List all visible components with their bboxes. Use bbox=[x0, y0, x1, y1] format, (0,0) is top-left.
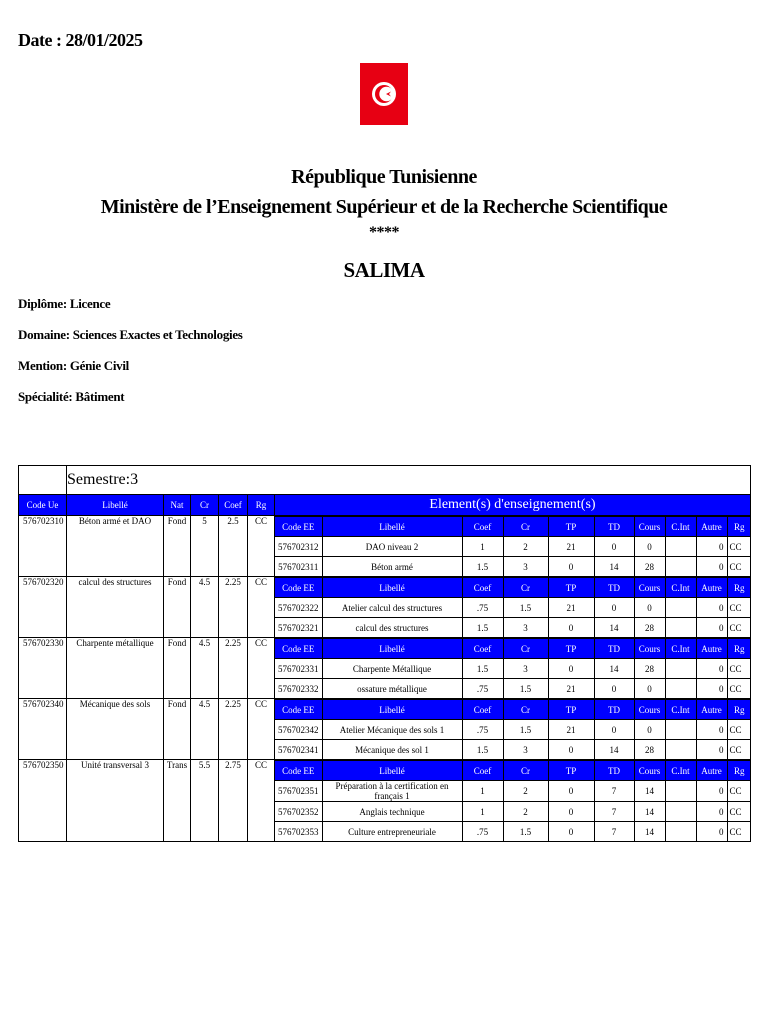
ee-label-cell: Atelier calcul des structures bbox=[322, 598, 462, 618]
ue-header-cr: Cr bbox=[191, 495, 219, 516]
ee-cr-cell: 3 bbox=[503, 618, 548, 638]
ee-code-cell: 576702351 bbox=[275, 781, 322, 802]
ue-code-cell: 576702330 bbox=[19, 638, 67, 699]
ue-code-cell: 576702340 bbox=[19, 699, 67, 760]
ee-label-cell: Charpente Métallique bbox=[322, 659, 462, 679]
elements-cell bbox=[275, 516, 751, 577]
domaine-line: Domaine: Sciences Exactes et Technologies bbox=[18, 327, 243, 342]
semester-table bbox=[18, 465, 751, 842]
ee-header-cell: Coef bbox=[462, 578, 503, 598]
ee-row bbox=[275, 822, 751, 842]
ee-header-cell: C.Int bbox=[665, 639, 696, 659]
ee-label-cell: Mécanique des sol 1 bbox=[322, 740, 462, 760]
ue-rg-cell: CC bbox=[248, 638, 275, 699]
ee-label-cell: Préparation à la certification en français 1 bbox=[322, 781, 462, 802]
ee-cr-cell: 3 bbox=[503, 659, 548, 679]
ue-row bbox=[19, 699, 751, 760]
elements-cell bbox=[275, 699, 751, 760]
ee-code-cell: 576702353 bbox=[275, 822, 322, 842]
document-date: Date : 28/01/2025 bbox=[18, 30, 143, 50]
ee-autre-cell: 0 bbox=[696, 720, 727, 740]
ee-label-cell: Béton armé bbox=[322, 557, 462, 577]
ue-label-cell: Unité transversal 3 bbox=[67, 760, 164, 842]
ee-td-cell: 14 bbox=[594, 618, 634, 638]
ee-coef-cell: 1.5 bbox=[462, 740, 503, 760]
ee-header-cell: TD bbox=[594, 761, 634, 781]
ee-code-cell: 576702352 bbox=[275, 802, 322, 822]
ee-row bbox=[275, 618, 751, 638]
ue-cr-cell: 4.5 bbox=[191, 638, 219, 699]
ee-code-cell: 576702321 bbox=[275, 618, 322, 638]
ee-cours-cell: 14 bbox=[634, 822, 665, 842]
ue-row bbox=[19, 760, 751, 842]
ee-header-row bbox=[275, 761, 751, 781]
header-separator: **** bbox=[369, 224, 399, 241]
ee-row bbox=[275, 679, 751, 699]
ee-header-cell: TP bbox=[548, 578, 594, 598]
ue-cr-cell: 4.5 bbox=[191, 577, 219, 638]
ue-header-coef: Coef bbox=[219, 495, 248, 516]
ee-header-cell: Coef bbox=[462, 761, 503, 781]
ee-cours-cell: 0 bbox=[634, 679, 665, 699]
ee-rg-cell: CC bbox=[727, 781, 751, 802]
ee-cint-cell bbox=[665, 557, 696, 577]
ee-coef-cell: .75 bbox=[462, 598, 503, 618]
ee-header-row bbox=[275, 578, 751, 598]
ee-td-cell: 14 bbox=[594, 659, 634, 679]
ee-code-cell: 576702331 bbox=[275, 659, 322, 679]
ue-nat-cell: Fond bbox=[164, 638, 191, 699]
ee-coef-cell: .75 bbox=[462, 822, 503, 842]
ue-rg-cell: CC bbox=[248, 760, 275, 842]
ee-header-cell: C.Int bbox=[665, 578, 696, 598]
ee-header-cell: Libellé bbox=[322, 761, 462, 781]
ue-code-cell: 576702350 bbox=[19, 760, 67, 842]
ee-td-cell: 7 bbox=[594, 802, 634, 822]
ee-header-cell: Autre bbox=[696, 578, 727, 598]
ue-header-code: Code Ue bbox=[19, 495, 67, 516]
elements-table bbox=[275, 638, 751, 698]
ue-label-cell: calcul des structures bbox=[67, 577, 164, 638]
ee-row bbox=[275, 802, 751, 822]
ee-cours-cell: 28 bbox=[634, 659, 665, 679]
ee-header-cell: Cours bbox=[634, 761, 665, 781]
ue-nat-cell: Trans bbox=[164, 760, 191, 842]
ee-row bbox=[275, 740, 751, 760]
ee-cr-cell: 2 bbox=[503, 802, 548, 822]
ministry-title: Ministère de l’Enseignement Supérieur et de la Recherche Scientifique bbox=[100, 196, 668, 218]
ee-header-cell: Libellé bbox=[322, 639, 462, 659]
ee-header-cell: C.Int bbox=[665, 517, 696, 537]
ee-row bbox=[275, 537, 751, 557]
ee-cint-cell bbox=[665, 618, 696, 638]
ue-cr-cell: 5.5 bbox=[191, 760, 219, 842]
ee-header-cell: TD bbox=[594, 578, 634, 598]
ee-cr-cell: 3 bbox=[503, 557, 548, 577]
ee-tp-cell: 21 bbox=[548, 537, 594, 557]
ee-cr-cell: 3 bbox=[503, 740, 548, 760]
tunisia-flag-icon bbox=[360, 63, 408, 125]
ue-header-row bbox=[19, 495, 751, 516]
ee-header-cell: Coef bbox=[462, 700, 503, 720]
ee-header-cell: Cr bbox=[503, 578, 548, 598]
ee-td-cell: 0 bbox=[594, 598, 634, 618]
ee-header-cell: Autre bbox=[696, 639, 727, 659]
ee-header-row bbox=[275, 639, 751, 659]
ee-tp-cell: 0 bbox=[548, 802, 594, 822]
ee-autre-cell: 0 bbox=[696, 781, 727, 802]
ee-rg-cell: CC bbox=[727, 557, 751, 577]
ee-rg-cell: CC bbox=[727, 679, 751, 699]
semester-blank-cell bbox=[19, 466, 67, 495]
ue-code-cell: 576702310 bbox=[19, 516, 67, 577]
ee-row bbox=[275, 598, 751, 618]
ee-coef-cell: 1.5 bbox=[462, 618, 503, 638]
ee-cours-cell: 0 bbox=[634, 537, 665, 557]
semester-label: Semestre:3 bbox=[67, 466, 751, 495]
ee-td-cell: 7 bbox=[594, 822, 634, 842]
ee-cint-cell bbox=[665, 822, 696, 842]
ee-coef-cell: 1.5 bbox=[462, 557, 503, 577]
ee-cint-cell bbox=[665, 537, 696, 557]
ee-label-cell: Anglais technique bbox=[322, 802, 462, 822]
specialite-line: Spécialité: Bâtiment bbox=[18, 389, 125, 404]
ee-row bbox=[275, 659, 751, 679]
ee-header-cell: C.Int bbox=[665, 700, 696, 720]
ee-tp-cell: 0 bbox=[548, 822, 594, 842]
ue-rg-cell: CC bbox=[248, 699, 275, 760]
ee-header-cell: Cours bbox=[634, 517, 665, 537]
ee-tp-cell: 0 bbox=[548, 659, 594, 679]
ue-rg-cell: CC bbox=[248, 577, 275, 638]
ee-cours-cell: 28 bbox=[634, 740, 665, 760]
ee-header-cell: Libellé bbox=[322, 578, 462, 598]
ee-autre-cell: 0 bbox=[696, 679, 727, 699]
ee-header-cell: TP bbox=[548, 639, 594, 659]
system-title: SALIMA bbox=[343, 258, 425, 282]
ee-cr-cell: 1.5 bbox=[503, 598, 548, 618]
ee-cint-cell bbox=[665, 802, 696, 822]
ee-header-cell: Code EE bbox=[275, 700, 322, 720]
elements-table bbox=[275, 516, 751, 576]
ee-code-cell: 576702322 bbox=[275, 598, 322, 618]
ue-row bbox=[19, 516, 751, 577]
ee-rg-cell: CC bbox=[727, 822, 751, 842]
ee-cours-cell: 28 bbox=[634, 557, 665, 577]
ee-cr-cell: 2 bbox=[503, 537, 548, 557]
ue-row bbox=[19, 577, 751, 638]
ee-header-cell: Autre bbox=[696, 761, 727, 781]
ee-label-cell: Atelier Mécanique des sols 1 bbox=[322, 720, 462, 740]
ue-nat-cell: Fond bbox=[164, 577, 191, 638]
ue-label-cell: Charpente métallique bbox=[67, 638, 164, 699]
ee-tp-cell: 21 bbox=[548, 598, 594, 618]
ee-tp-cell: 0 bbox=[548, 618, 594, 638]
ee-rg-cell: CC bbox=[727, 802, 751, 822]
ee-header-cell: Cr bbox=[503, 639, 548, 659]
ee-header-cell: Rg bbox=[727, 517, 751, 537]
elements-cell bbox=[275, 638, 751, 699]
ee-cint-cell bbox=[665, 720, 696, 740]
ee-header-cell: Libellé bbox=[322, 700, 462, 720]
ee-cint-cell bbox=[665, 781, 696, 802]
ee-header-cell: Cr bbox=[503, 700, 548, 720]
ee-label-cell: ossature métallique bbox=[322, 679, 462, 699]
ee-autre-cell: 0 bbox=[696, 557, 727, 577]
ee-coef-cell: 1 bbox=[462, 781, 503, 802]
ee-header-cell: Autre bbox=[696, 517, 727, 537]
ee-coef-cell: 1.5 bbox=[462, 659, 503, 679]
ee-code-cell: 576702311 bbox=[275, 557, 322, 577]
ue-cr-cell: 4.5 bbox=[191, 699, 219, 760]
ee-td-cell: 0 bbox=[594, 720, 634, 740]
ee-autre-cell: 0 bbox=[696, 598, 727, 618]
ee-autre-cell: 0 bbox=[696, 618, 727, 638]
ee-header-cell: Cours bbox=[634, 700, 665, 720]
ue-code-cell: 576702320 bbox=[19, 577, 67, 638]
ee-coef-cell: 1 bbox=[462, 537, 503, 557]
ee-cr-cell: 1.5 bbox=[503, 679, 548, 699]
ee-coef-cell: 1 bbox=[462, 802, 503, 822]
ue-coef-cell: 2.25 bbox=[219, 577, 248, 638]
ue-header-rg: Rg bbox=[248, 495, 275, 516]
ee-rg-cell: CC bbox=[727, 659, 751, 679]
ee-header-cell: Rg bbox=[727, 578, 751, 598]
ee-cours-cell: 28 bbox=[634, 618, 665, 638]
ee-header-cell: TP bbox=[548, 700, 594, 720]
ee-header-cell: TD bbox=[594, 639, 634, 659]
ee-coef-cell: .75 bbox=[462, 679, 503, 699]
ee-rg-cell: CC bbox=[727, 618, 751, 638]
ee-autre-cell: 0 bbox=[696, 802, 727, 822]
ee-td-cell: 7 bbox=[594, 781, 634, 802]
ee-tp-cell: 21 bbox=[548, 679, 594, 699]
ee-header-row bbox=[275, 700, 751, 720]
ee-header-cell: Rg bbox=[727, 700, 751, 720]
ee-cint-cell bbox=[665, 740, 696, 760]
ee-header-cell: Coef bbox=[462, 517, 503, 537]
ee-header-cell: TD bbox=[594, 517, 634, 537]
elements-table bbox=[275, 760, 751, 841]
ee-autre-cell: 0 bbox=[696, 822, 727, 842]
ee-header-cell: Cr bbox=[503, 517, 548, 537]
ee-autre-cell: 0 bbox=[696, 740, 727, 760]
ue-nat-cell: Fond bbox=[164, 699, 191, 760]
ee-rg-cell: CC bbox=[727, 598, 751, 618]
ee-header-cell: C.Int bbox=[665, 761, 696, 781]
ee-cours-cell: 14 bbox=[634, 781, 665, 802]
ue-coef-cell: 2.25 bbox=[219, 699, 248, 760]
ue-label-cell: Mécanique des sols bbox=[67, 699, 164, 760]
ee-header-cell: Cours bbox=[634, 578, 665, 598]
ee-label-cell: calcul des structures bbox=[322, 618, 462, 638]
ee-cr-cell: 1.5 bbox=[503, 822, 548, 842]
ee-tp-cell: 21 bbox=[548, 720, 594, 740]
ee-header-cell: Rg bbox=[727, 761, 751, 781]
ue-cr-cell: 5 bbox=[191, 516, 219, 577]
elements-header: Element(s) d'enseignement(s) bbox=[275, 495, 751, 516]
ee-header-cell: Code EE bbox=[275, 639, 322, 659]
ue-coef-cell: 2.75 bbox=[219, 760, 248, 842]
ue-header-nat: Nat bbox=[164, 495, 191, 516]
ue-label-cell: Béton armé et DAO bbox=[67, 516, 164, 577]
ue-nat-cell: Fond bbox=[164, 516, 191, 577]
ee-autre-cell: 0 bbox=[696, 659, 727, 679]
ee-row bbox=[275, 781, 751, 802]
ee-header-cell: Libellé bbox=[322, 517, 462, 537]
ee-cint-cell bbox=[665, 598, 696, 618]
mention-line: Mention: Génie Civil bbox=[18, 358, 129, 373]
elements-table bbox=[275, 577, 751, 637]
ee-code-cell: 576702342 bbox=[275, 720, 322, 740]
ue-rg-cell: CC bbox=[248, 516, 275, 577]
ue-coef-cell: 2.5 bbox=[219, 516, 248, 577]
ee-cours-cell: 0 bbox=[634, 720, 665, 740]
ue-coef-cell: 2.25 bbox=[219, 638, 248, 699]
ee-tp-cell: 0 bbox=[548, 781, 594, 802]
ee-row bbox=[275, 557, 751, 577]
ee-cint-cell bbox=[665, 659, 696, 679]
ee-code-cell: 576702312 bbox=[275, 537, 322, 557]
ee-header-cell: Rg bbox=[727, 639, 751, 659]
ee-code-cell: 576702341 bbox=[275, 740, 322, 760]
ee-td-cell: 0 bbox=[594, 537, 634, 557]
country-title: République Tunisienne bbox=[291, 166, 477, 188]
ee-rg-cell: CC bbox=[727, 740, 751, 760]
ee-cint-cell bbox=[665, 679, 696, 699]
ee-cours-cell: 14 bbox=[634, 802, 665, 822]
ee-tp-cell: 0 bbox=[548, 557, 594, 577]
ee-td-cell: 14 bbox=[594, 740, 634, 760]
ee-rg-cell: CC bbox=[727, 720, 751, 740]
ee-header-cell: Coef bbox=[462, 639, 503, 659]
ue-header-label: Libellé bbox=[67, 495, 164, 516]
elements-table bbox=[275, 699, 751, 759]
ee-header-cell: TP bbox=[548, 761, 594, 781]
ee-header-row bbox=[275, 517, 751, 537]
ee-row bbox=[275, 720, 751, 740]
ee-cr-cell: 1.5 bbox=[503, 720, 548, 740]
ee-td-cell: 14 bbox=[594, 557, 634, 577]
ee-coef-cell: .75 bbox=[462, 720, 503, 740]
elements-cell bbox=[275, 577, 751, 638]
ee-header-cell: Cr bbox=[503, 761, 548, 781]
ee-code-cell: 576702332 bbox=[275, 679, 322, 699]
ee-header-cell: Code EE bbox=[275, 517, 322, 537]
ee-autre-cell: 0 bbox=[696, 537, 727, 557]
ee-header-cell: Autre bbox=[696, 700, 727, 720]
ee-cr-cell: 2 bbox=[503, 781, 548, 802]
ee-cours-cell: 0 bbox=[634, 598, 665, 618]
elements-cell bbox=[275, 760, 751, 842]
ee-tp-cell: 0 bbox=[548, 740, 594, 760]
ee-header-cell: Code EE bbox=[275, 761, 322, 781]
ee-header-cell: Cours bbox=[634, 639, 665, 659]
diplome-line: Diplôme: Licence bbox=[18, 296, 111, 311]
ee-header-cell: TP bbox=[548, 517, 594, 537]
ee-label-cell: DAO niveau 2 bbox=[322, 537, 462, 557]
ee-label-cell: Culture entrepreneuriale bbox=[322, 822, 462, 842]
ee-td-cell: 0 bbox=[594, 679, 634, 699]
ee-header-cell: Code EE bbox=[275, 578, 322, 598]
ue-row bbox=[19, 638, 751, 699]
ee-rg-cell: CC bbox=[727, 537, 751, 557]
ee-header-cell: TD bbox=[594, 700, 634, 720]
